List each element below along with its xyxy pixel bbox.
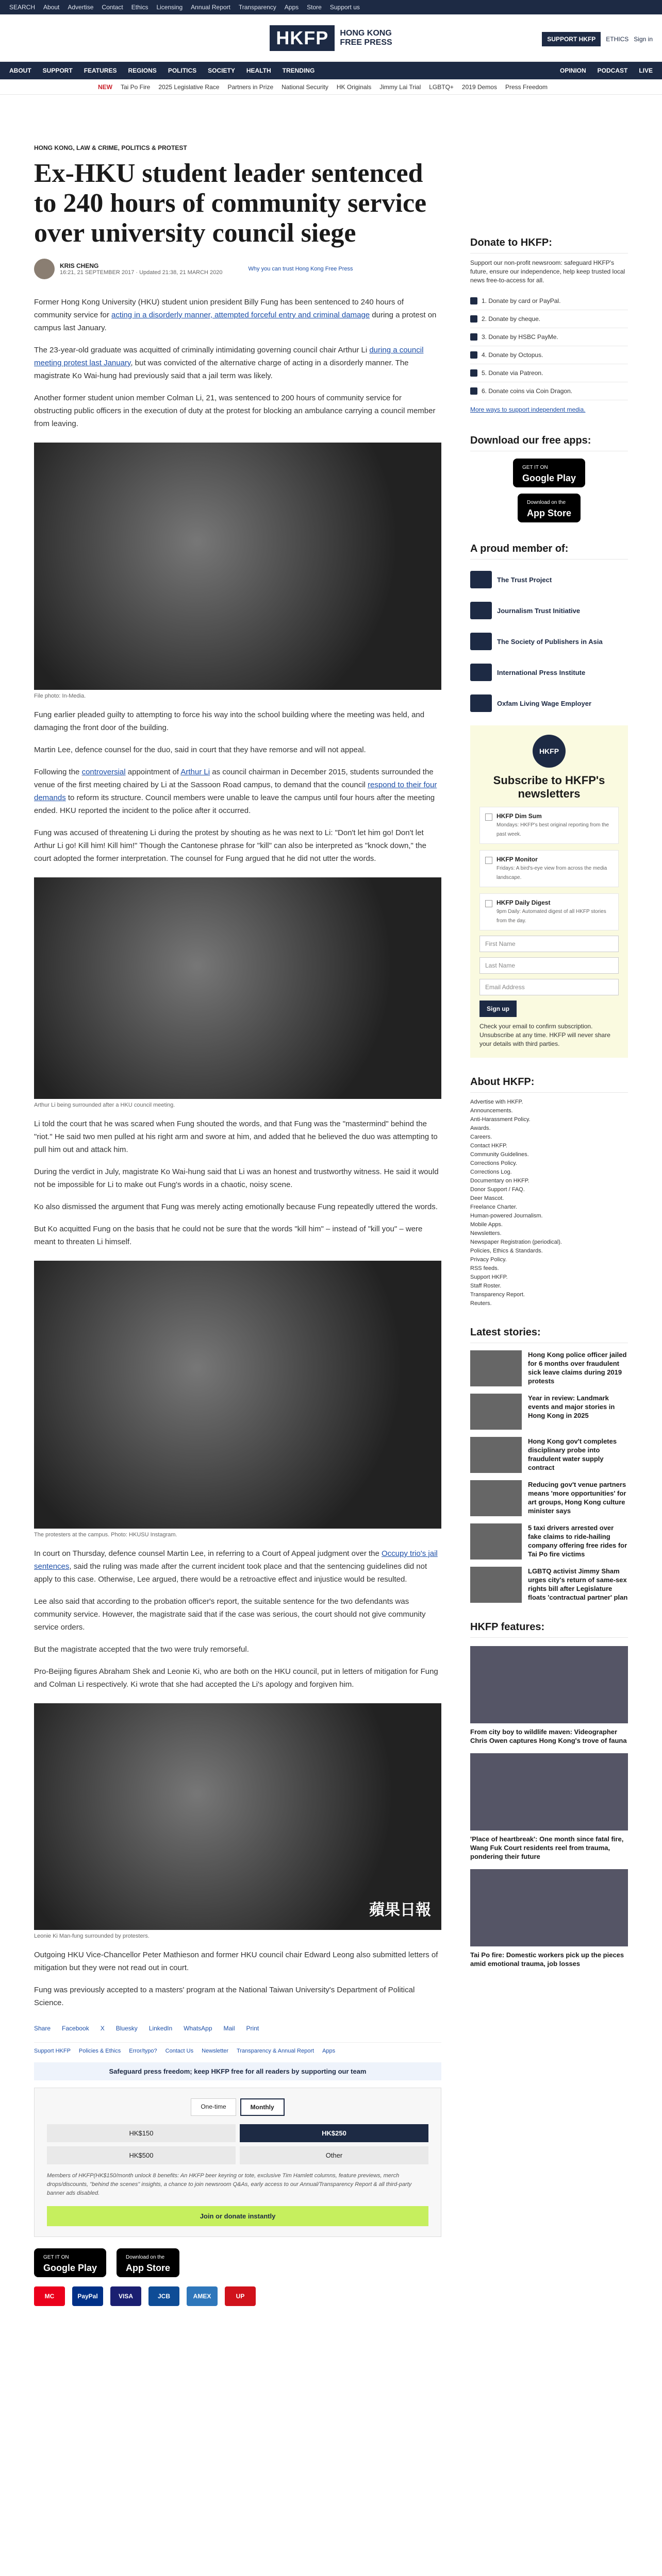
photo-watermark: 蘋果日報: [369, 1902, 431, 1919]
feature-image: [470, 1753, 628, 1831]
about-link[interactable]: Corrections Log.: [470, 1169, 512, 1175]
paragraph: Fung earlier pleaded guilty to attempting to force his way into the school building where the meeting was held, and damaging the front door of the building.: [34, 710, 425, 732]
share-print[interactable]: Print: [246, 2025, 259, 2032]
about-link[interactable]: Advertise with HKFP.: [470, 1099, 523, 1105]
photo-caption: Arthur Li being surrounded after a HKU council meeting.: [34, 1102, 175, 1108]
trending-item[interactable]: Press Freedom: [505, 83, 548, 91]
apps-heading: Download our free apps:: [470, 435, 628, 451]
cheque-icon: [470, 315, 477, 323]
app-store-badge[interactable]: [518, 494, 581, 522]
trending-item[interactable]: 2019 Demos: [461, 83, 497, 91]
nav-regions[interactable]: REGIONS: [128, 67, 157, 74]
article-footer-links: [34, 2042, 441, 2054]
unionpay-icon: UP: [225, 2286, 256, 2306]
article-date: 16:21, 21 SEPTEMBER 2017 · Updated 21:38, 21 MARCH 2020: [60, 269, 223, 276]
member-trust-project[interactable]: The Trust Project: [470, 569, 628, 590]
nav-opinion[interactable]: OPINION: [559, 67, 586, 74]
freq-monthly[interactable]: Monthly: [240, 2098, 285, 2116]
share-bar: [34, 2025, 441, 2032]
paragraph: Pro-Beijing figures Abraham Shek and Leonie Ki, who are both on the HKU council, put in letters of mitigation for Fung and Colman Li respectively. Ki wrote that she had accepted the Li's apology and forgiven him.: [34, 1667, 438, 1689]
about-link[interactable]: Donor Support / FAQ.: [470, 1187, 525, 1193]
member-heading: A proud member of:: [470, 543, 628, 560]
about-link[interactable]: Reuters.: [470, 1300, 492, 1307]
donation-frequency: [47, 2098, 428, 2116]
nav-about[interactable]: ABOUT: [9, 67, 31, 74]
story-thumbnail: [470, 1523, 522, 1560]
latest-heading: Latest stories:: [470, 1327, 628, 1343]
trending-item[interactable]: HK Originals: [336, 83, 372, 91]
trending-item[interactable]: National Security: [282, 83, 328, 91]
author-name[interactable]: KRIS CHENG: [60, 262, 99, 269]
signin-link[interactable]: Sign in: [634, 36, 653, 43]
app-store-badge[interactable]: [117, 2248, 179, 2277]
inline-link[interactable]: controversial: [81, 768, 126, 776]
topbar-store[interactable]: Store: [307, 4, 322, 11]
google-play-badge[interactable]: [34, 2248, 106, 2277]
member-jti[interactable]: Journalism Trust Initiative: [470, 600, 628, 621]
topbar-transparency[interactable]: Transparency: [238, 4, 276, 11]
last-name-input[interactable]: Last Name: [479, 957, 619, 974]
inline-link[interactable]: Arthur Li: [180, 768, 210, 776]
sidebar-app-badges: [470, 459, 628, 522]
octopus-icon: [470, 351, 477, 359]
author-avatar: [34, 259, 55, 279]
footer-link[interactable]: Contact Us: [165, 2048, 194, 2054]
share-bluesky[interactable]: Bluesky: [115, 2025, 138, 2032]
paragraph: Lee also said that according to the probation officer's report, the suitable sentence for the two defendants was community service. However, the magistrate said that if the case was serious, the court should not give community service orders.: [34, 1597, 426, 1632]
badge-store-name: Google Play: [522, 473, 576, 483]
nav-right: [560, 67, 653, 74]
paragraph: Fung was accused of threatening Li during the protest by shouting as he was next to Li: "Don't let him go! Don't let Arthur Li go! Kill him! Kill him!" Though the Cantonese phrase for "kill" can also be interpreted as "knock down," the court adopted the former interpretation. The counsel for Fung argued that he did not utter the words.: [34, 828, 426, 863]
about-link[interactable]: Deer Mascot.: [470, 1195, 504, 1201]
feature-image: [470, 1646, 628, 1723]
donate-option[interactable]: 1. Donate by card or PayPal.: [470, 292, 628, 310]
byline: [34, 259, 441, 279]
badge-caption: GET IT ON: [522, 465, 548, 470]
badge-store-name: Google Play: [43, 2263, 97, 2273]
member-oxfam[interactable]: Oxfam Living Wage Employer: [470, 692, 628, 714]
member-ipi[interactable]: International Press Institute: [470, 662, 628, 683]
latest-story[interactable]: 5 taxi drivers arrested over fake claims to ride-hailing company offering free rides for Tai Po fire victims: [470, 1523, 628, 1560]
amount-option[interactable]: HK$150: [47, 2124, 236, 2142]
nav-politics[interactable]: POLITICS: [168, 67, 197, 74]
search-link[interactable]: SEARCH: [9, 4, 36, 11]
logo-line-2: FREE PRESS: [340, 38, 392, 47]
email-input[interactable]: Email Address: [479, 979, 619, 995]
jcb-icon: JCB: [148, 2286, 179, 2306]
nav-live[interactable]: LIVE: [639, 67, 653, 74]
nav-features[interactable]: FEATURES: [84, 67, 117, 74]
trending-item[interactable]: Jimmy Lai Trial: [379, 83, 421, 91]
topbar-licensing[interactable]: Licensing: [156, 4, 183, 11]
inline-link[interactable]: Occupy trio's jail sentences: [34, 1549, 438, 1571]
latest-story[interactable]: Hong Kong police officer jailed for 6 months over fraudulent sick leave claims during 2019 protests: [470, 1350, 628, 1386]
photo-caption: Leonie Ki Man-fung surrounded by protesters.: [34, 1933, 150, 1939]
donate-heading: Donate to HKFP:: [470, 237, 628, 253]
paragraph: The 23-year-old graduate was acquitted of criminally intimidating governing council chair Arthur Li during a council meeting protest last January, but was convicted of the alternative charge of acting in a disorderly manner. The magistrate Ko Wai-hung had previously said that a jail term was likely.: [34, 346, 424, 380]
amount-option-selected[interactable]: HK$250: [240, 2124, 428, 2142]
about-link[interactable]: Documentary on HKFP.: [470, 1178, 529, 1184]
membership-note: Members of HKFP(HK$150/month unlock 8 benefits: An HKFP beer keyring or tote, exclusive Tim Hamlett columns, feature previews, merch drops/discounts, "behind the scenes" insights, a chance to join newsroom Q&As, early access to our Annual/Transparency Report & all third-party banner ads disabled.: [47, 2173, 412, 2196]
paragraph: In court on Thursday, defence counsel Martin Lee, in referring to a Court of Appeal judgment over the Occupy trio's jail sentences, said the ruling was made after the current incident took place and that the sentencing guidelines did not apply to this case. Otherwise, Lee argued, there would be a retroactive effect and injustice would be resulted.: [34, 1549, 438, 1584]
paragraph: Former Hong Kong University (HKU) student union president Billy Fung has been sentenced to 240 hours of community service for acting in a disorderly manner, attempted forceful entry and criminal damage during a protest on campus last January.: [34, 298, 437, 332]
brand-header: [0, 14, 662, 62]
mastercard-icon: MC: [34, 2286, 65, 2306]
donate-option[interactable]: 5. Donate via Patreon.: [470, 364, 628, 382]
about-link[interactable]: Corrections Policy.: [470, 1160, 517, 1166]
topbar-apps[interactable]: Apps: [284, 4, 299, 11]
newsletter-option[interactable]: HKFP Dim Sum Mondays: HKFP's best original reporting from the past week.: [479, 807, 619, 844]
donate-widget: [34, 2088, 441, 2237]
paragraph: Martin Lee, defence counsel for the duo, said in court that they have remorse and will not appeal.: [34, 745, 366, 754]
story-thumbnail: [470, 1350, 522, 1386]
newsletter-note: Check your email to confirm subscription. Unsubscribe at any time. HKFP will never share your details with third parties.: [479, 1023, 610, 1047]
paragraph: Ko also dismissed the argument that Fung was merely acting emotionally because Fung repeatedly uttered the words.: [34, 1202, 438, 1211]
feature-card[interactable]: From city boy to wildlife maven: Videographer Chris Owen captures Hong Kong's trove of fauna: [470, 1646, 628, 1745]
topbar-about[interactable]: About: [43, 4, 60, 11]
newsletter-option[interactable]: HKFP Monitor Fridays: A bird's-eye view from across the media landscape.: [479, 850, 619, 887]
about-link[interactable]: Transparency Report.: [470, 1292, 525, 1298]
share-x[interactable]: X: [100, 2025, 105, 2032]
paragraph: But the magistrate accepted that the two were truly remorseful.: [34, 1645, 249, 1654]
newsletter-logo: HKFP: [533, 735, 566, 768]
nav-podcast[interactable]: PODCAST: [597, 67, 628, 74]
logo-line-1: HONG KONG: [340, 28, 392, 38]
paragraph: Li told the court that he was scared when Fung shouted the words, and that Fung was the "mastermind" behind the "riot." He said two men pulled at his right arm and swore at him, and added that he believed the duo was attempting to pull him out and attack him.: [34, 1120, 438, 1154]
about-link[interactable]: Policies, Ethics & Standards.: [470, 1248, 543, 1254]
about-link[interactable]: Freelance Charter.: [470, 1204, 518, 1210]
sopa-logo: [470, 633, 492, 650]
site-logo[interactable]: [270, 25, 392, 51]
coin-icon: [470, 387, 477, 395]
donate-options: [470, 292, 628, 400]
main-nav: [0, 62, 662, 79]
badge-store-name: App Store: [126, 2263, 171, 2273]
trending-item[interactable]: Partners in Prize: [227, 83, 274, 91]
signup-button[interactable]: Sign up: [479, 1001, 517, 1017]
latest-story[interactable]: Year in review: Landmark events and major stories in Hong Kong in 2025: [470, 1394, 628, 1430]
about-link[interactable]: Privacy Policy.: [470, 1257, 507, 1263]
logo-text: [340, 29, 392, 47]
header-actions: [542, 32, 653, 46]
new-badge: NEW: [98, 83, 112, 91]
about-link[interactable]: Anti-Harassment Policy.: [470, 1116, 531, 1123]
donate-option[interactable]: 6. Donate coins via Coin Dragon.: [470, 382, 628, 400]
article-photo: [34, 1261, 441, 1529]
trending-bar: [0, 79, 662, 95]
inline-link[interactable]: respond to their four demands: [34, 781, 437, 802]
about-list: [470, 1098, 628, 1308]
amount-option[interactable]: HK$500: [47, 2146, 236, 2164]
topbar-ethics[interactable]: Ethics: [131, 4, 148, 11]
support-hkfp-button[interactable]: SUPPORT HKFP: [542, 32, 601, 46]
donation-amounts: [47, 2124, 428, 2164]
paragraph: Following the controversial appointment of Arthur Li as council chairman in December 2015, students surrounded the venue of the first meeting chaired by Li at the Sassoon Road campus, to demand that the council respond to their four demands to reform its structure. Council members were unable to leave the campus until four hours after the meeting ended. HKU reported the incident to the police after it occurred.: [34, 768, 437, 815]
payme-icon: [470, 333, 477, 341]
badge-store-name: App Store: [526, 508, 571, 518]
paragraph: But Ko acquitted Fung on the basis that he could not be sure that the words "kill him" – instead of "kill you" – were meant to threaten Li himself.: [34, 1225, 423, 1246]
about-link[interactable]: Human-powered Journalism.: [470, 1213, 543, 1219]
ipi-logo: [470, 664, 492, 681]
newsletter-title: Subscribe to HKFP's newsletters: [493, 774, 605, 800]
latest-story[interactable]: LGBTQ activist Jimmy Sham urges city's return of same-sex rights bill after Legislature floats 'contractual partner' plan: [470, 1567, 628, 1603]
more-ways-link[interactable]: More ways to support independent media.: [470, 406, 586, 413]
photo-caption: File photo: In-Media.: [34, 693, 86, 699]
article-photo: [34, 877, 441, 1099]
donate-option[interactable]: 2. Donate by cheque.: [470, 310, 628, 328]
amount-option-other[interactable]: Other: [240, 2146, 428, 2164]
share-label: Share: [34, 2025, 51, 2032]
member-sopa[interactable]: The Society of Publishers in Asia: [470, 631, 628, 652]
photo-caption: The protesters at the campus. Photo: HKUSU Instagram.: [34, 1532, 177, 1538]
app-badges: [34, 2248, 441, 2277]
card-icon: [470, 297, 477, 304]
article: [34, 144, 441, 2306]
patreon-icon: [470, 369, 477, 377]
about-link[interactable]: Careers.: [470, 1134, 492, 1140]
google-play-badge[interactable]: [513, 459, 585, 487]
first-name-input[interactable]: First Name: [479, 936, 619, 952]
donate-option[interactable]: 3. Donate by HSBC PayMe.: [470, 328, 628, 346]
article-photo: [34, 1703, 441, 1930]
story-thumbnail: [470, 1437, 522, 1473]
trust-project-logo: [470, 571, 492, 588]
byline-text: [60, 262, 223, 276]
about-link[interactable]: Contact HKFP.: [470, 1143, 507, 1149]
donate-option[interactable]: 4. Donate by Octopus.: [470, 346, 628, 364]
payment-methods: [34, 2286, 441, 2306]
share-whatsapp[interactable]: WhatsApp: [184, 2025, 212, 2032]
latest-story[interactable]: Hong Kong gov't completes disciplinary probe into fraudulent water supply contract: [470, 1437, 628, 1473]
about-link[interactable]: Announcements.: [470, 1108, 513, 1114]
topbar-annual-report[interactable]: Annual Report: [191, 4, 230, 11]
topbar-advertise[interactable]: Advertise: [68, 4, 94, 11]
checkbox[interactable]: [485, 900, 492, 907]
about-link[interactable]: Staff Roster.: [470, 1283, 502, 1289]
paragraph: Outgoing HKU Vice-Chancellor Peter Mathieson and former HKU council chair Edward Leong also submitted letters of mitigation but they were not read out in court.: [34, 1951, 438, 1972]
footer-link[interactable]: Transparency & Annual Report: [237, 2048, 315, 2054]
footer-link[interactable]: Error/typo?: [129, 2048, 157, 2054]
paypal-icon: PayPal: [72, 2286, 103, 2306]
newsletter-option[interactable]: HKFP Daily Digest 9pm Daily: Automated digest of all HKFP stories from the day.: [479, 893, 619, 930]
about-link[interactable]: Awards.: [470, 1125, 491, 1131]
logo-mark: HKFP: [270, 25, 335, 51]
feature-card[interactable]: 'Place of heartbreak': One month since fatal fire, Wang Fuk Court residents reel from trauma, pondering their future: [470, 1753, 628, 1861]
story-thumbnail: [470, 1394, 522, 1430]
trending-item[interactable]: LGBTQ+: [429, 83, 454, 91]
topbar-support[interactable]: Support us: [329, 4, 360, 11]
share-mail[interactable]: Mail: [223, 2025, 235, 2032]
nav-health[interactable]: HEALTH: [246, 67, 271, 74]
story-thumbnail: [470, 1567, 522, 1603]
article-photo: [34, 443, 441, 690]
article-title: Ex-HKU student leader sentenced to 240 hours of community service over university council siege: [34, 159, 427, 248]
features-heading: HKFP features:: [470, 1621, 628, 1638]
footer-link[interactable]: Apps: [322, 2048, 336, 2054]
top-utility-bar: [0, 0, 662, 14]
inline-link[interactable]: acting in a disorderly manner, attempted forceful entry and criminal damage: [111, 311, 370, 319]
donate-text: Support our non-profit newsroom: safeguard HKFP's future, ensure our independence, help keep trusted local news free-to-access for all.: [470, 259, 625, 284]
feature-image: [470, 1869, 628, 1946]
nav-left: [9, 67, 315, 74]
checkbox[interactable]: [485, 814, 492, 821]
share-facebook[interactable]: Facebook: [62, 2025, 89, 2032]
paragraph: Fung was previously accepted to a masters' program at the National Taiwan University's Department of Political Science.: [34, 1986, 415, 2007]
latest-story[interactable]: Reducing gov't venue partners means 'more opportunities' for art groups, Hong Kong culture minister says: [470, 1480, 628, 1516]
nav-support[interactable]: SUPPORT: [42, 67, 73, 74]
topbar-contact[interactable]: Contact: [102, 4, 123, 11]
trending-item[interactable]: Tai Po Fire: [121, 83, 151, 91]
checkbox[interactable]: [485, 857, 492, 864]
feature-card[interactable]: Tai Po fire: Domestic workers pick up the pieces amid emotional trauma, job losses: [470, 1869, 628, 1968]
about-link[interactable]: Support HKFP.: [470, 1274, 508, 1280]
jti-logo: [470, 602, 492, 619]
oxfam-logo: [470, 694, 492, 712]
footer-link[interactable]: Support HKFP: [34, 2048, 71, 2054]
about-link[interactable]: RSS feeds.: [470, 1265, 499, 1272]
about-link[interactable]: Newsletters.: [470, 1230, 502, 1236]
badge-caption: Download on the: [126, 2255, 165, 2260]
nav-trending[interactable]: TRENDING: [282, 67, 315, 74]
about-heading: About HKFP:: [470, 1076, 628, 1093]
about-link[interactable]: Mobile Apps.: [470, 1222, 503, 1228]
footer-link[interactable]: Newsletter: [202, 2048, 229, 2054]
newsletter-box: [470, 725, 628, 1058]
trust-link[interactable]: Why you can trust Hong Kong Free Press: [248, 266, 353, 272]
share-linkedin[interactable]: LinkedIn: [148, 2025, 173, 2032]
about-link[interactable]: Newspaper Registration (periodical).: [470, 1239, 562, 1245]
join-donate-button[interactable]: Join or donate instantly: [47, 2206, 428, 2226]
footer-link[interactable]: Policies & Ethics: [78, 2048, 121, 2054]
press-freedom-banner[interactable]: Safeguard press freedom; keep HKFP free for all readers by supporting our team: [34, 2062, 441, 2080]
freq-one-time[interactable]: One-time: [191, 2098, 236, 2116]
inline-link[interactable]: during a council meeting protest last January: [34, 346, 424, 367]
badge-caption: Download on the: [526, 500, 566, 505]
amex-icon: AMEX: [187, 2286, 218, 2306]
trending-item[interactable]: 2025 Legislative Race: [158, 83, 220, 91]
sidebar: [470, 237, 628, 1968]
story-thumbnail: [470, 1480, 522, 1516]
nav-society[interactable]: SOCIETY: [208, 67, 235, 74]
paragraph: During the verdict in July, magistrate Ko Wai-hung said that Li was an honest and trustworthy witness. He said it would not be impossible for Li to make out Fung's words in a chaotic, noisy scene.: [34, 1167, 439, 1189]
article-section[interactable]: HONG KONG, LAW & CRIME, POLITICS & PROTEST: [34, 144, 187, 151]
about-link[interactable]: Community Guidelines.: [470, 1151, 529, 1158]
paragraph: Another former student union member Colman Li, 21, was sentenced to 200 hours of community service for obstructing public officers in the execution of duty at the protest for blocking an ambulance carrying a council member from leaving.: [34, 394, 436, 428]
visa-icon: VISA: [110, 2286, 141, 2306]
badge-caption: GET IT ON: [43, 2255, 69, 2260]
ethics-link[interactable]: ETHICS: [606, 36, 629, 43]
